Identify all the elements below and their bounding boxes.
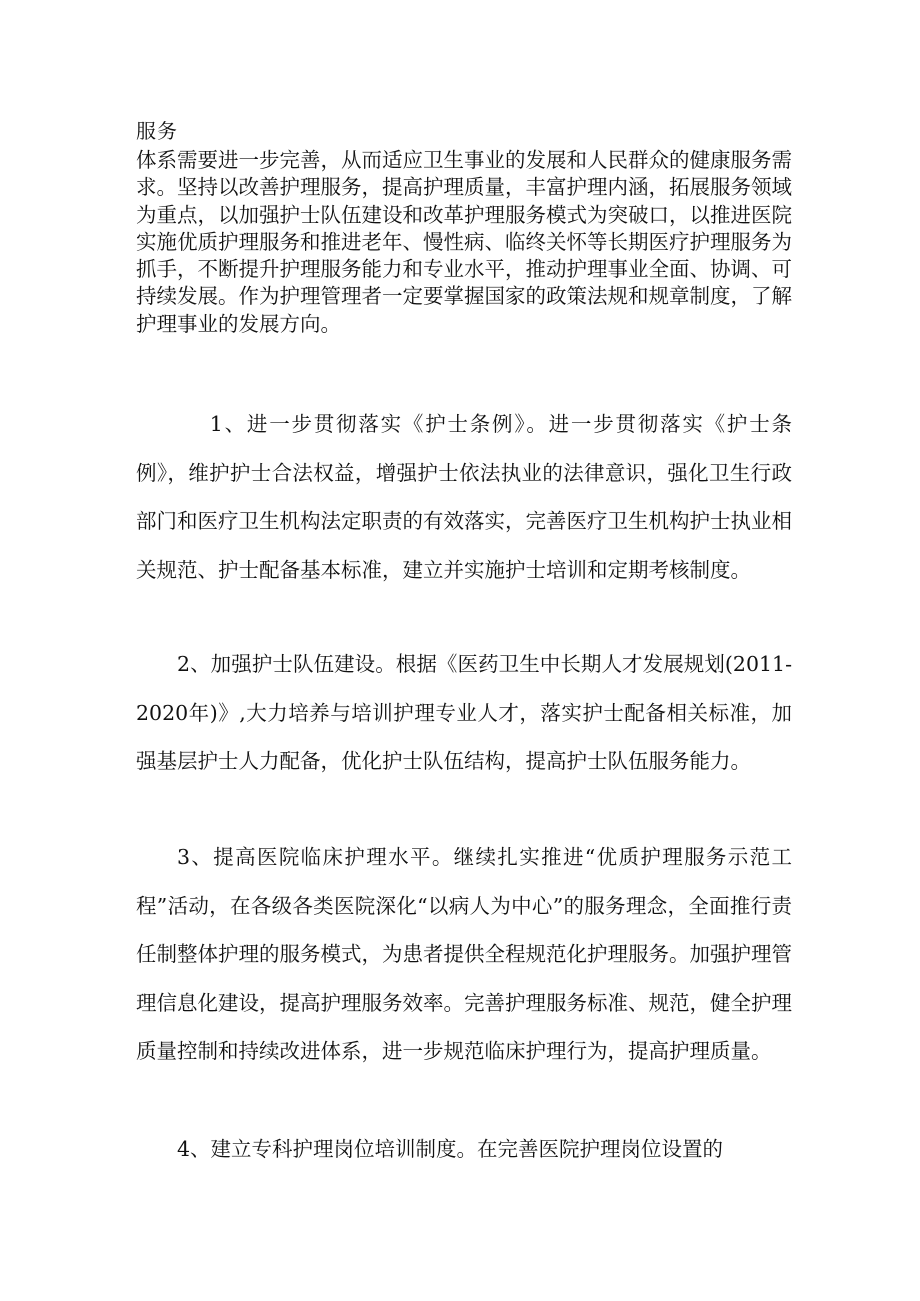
item-4-paragraph: 4、建立专科护理岗位培训制度。在完善医院护理岗位设置的 xyxy=(177,1137,724,1161)
item-1-paragraph: 1、进一步贯彻落实《护士条例》。进一步贯彻落实《护士条例》，维护护士合法权益，增强护士依法执业的法律意识，强化卫生行政部门和医疗卫生机构法定职责的有效落实，完善医疗卫生机构护士执业相关规范、护士配备基本标准，建立并实施护士培训和定期考核制度。 xyxy=(136,412,792,582)
intro-paragraph: 体系需要进一步完善，从而适应卫生事业的发展和人民群众的健康服务需求。坚持以改善护理服务，提高护理质量，丰富护理内涵，拓展服务领域为重点，以加强护士队伍建设和改革护理服务模式为突破口，以推进医院实施优质护理服务和推进老年、慢性病、临终关怀等长期医疗护理服务为抓手，不断提升护理服务能力和专业水平，推动护理事业全面、协调、可持续发展。作为护理管理者一定要掌握国家的政策法规和规章制度，了解护理事业的发展方向。 xyxy=(136,148,792,336)
item-2-paragraph: 2、加强护士队伍建设。根据《医药卫生中长期人才发展规划(2011-2020年)》,大力培养与培训护理专业人才，落实护士配备相关标准，加强基层护士人力配备，优化护士队伍结构，提高护士队伍服务能力。 xyxy=(136,652,792,773)
item-3-paragraph: 3、提高医院临床护理水平。继续扎实推进“优质护理服务示范工程”活动，在各级各类医院深化“以病人为中心”的服务理念，全面推行责任制整体护理的服务模式，为患者提供全程规范化护理服务。加强护理管理信息化建设，提高护理服务效率。完善护理服务标准、规范，健全护理质量控制和持续改进体系，进一步规范临床护理行为，提高护理质量。 xyxy=(136,845,792,1063)
top-fragment-text: 服务 xyxy=(136,119,178,143)
